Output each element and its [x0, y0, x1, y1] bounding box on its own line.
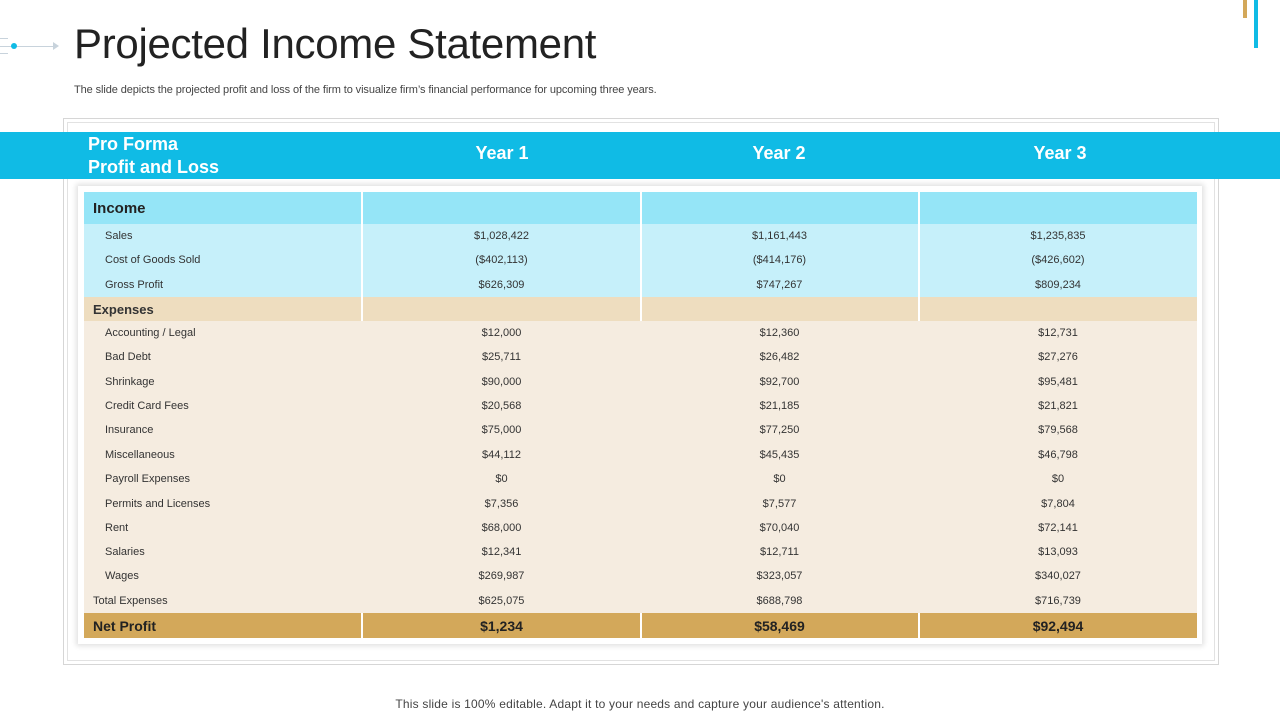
table-row-gross-profit [84, 272, 1197, 297]
value-year-2: $747,267 [756, 278, 803, 291]
value-year-3: $27,276 [1038, 351, 1078, 363]
expenses-section-title: Expenses [93, 301, 154, 317]
row-label: Wages [105, 570, 139, 582]
value-year-1: $12,000 [481, 327, 522, 339]
connector-decoration [0, 34, 62, 58]
row-label: Shrinkage [105, 375, 155, 388]
page-subtitle: The slide depicts the projected profit and loss of the firm to visualize firm’s financial performance for upcoming three years. [74, 84, 657, 96]
table-row [84, 369, 1197, 394]
row-label: Credit Card Fees [105, 400, 189, 412]
value-year-2: $7,577 [762, 497, 797, 510]
row-label: Payroll Expenses [105, 473, 190, 485]
value-year-2: $12,360 [759, 327, 800, 339]
value-year-2: $77,250 [759, 424, 800, 436]
value-year-1: $25,711 [482, 351, 521, 363]
value-year-2: $1,161,443 [751, 230, 808, 242]
row-label: Bad Debt [105, 351, 151, 363]
page-title: Projected Income Statement [74, 20, 597, 67]
value-year-1: $269,987 [478, 570, 525, 582]
decor-line [0, 38, 8, 39]
table-row [84, 540, 1197, 564]
header-year-2: Year 2 [752, 143, 806, 163]
value-year-3: $46,798 [1038, 448, 1078, 461]
table-row [84, 345, 1197, 369]
accent-bar-gold [1243, 0, 1247, 18]
value-year-2: $45,435 [759, 448, 800, 461]
value-year-3: $12,731 [1038, 327, 1078, 339]
value-year-3: $809,234 [1035, 278, 1081, 291]
table-row-cogs [84, 248, 1197, 272]
arrow-right-icon [53, 42, 59, 50]
value-year-1: $625,075 [478, 594, 525, 607]
header-label [88, 133, 288, 179]
value-year-3: ($426,602) [1031, 254, 1085, 266]
value-year-1: $0 [495, 473, 508, 485]
row-label: Permits and Licenses [105, 497, 211, 510]
value-year-3: $95,481 [1038, 375, 1078, 388]
net-profit-year-2: $58,469 [754, 617, 805, 634]
value-year-1: ($402,113) [475, 254, 528, 266]
value-year-2: $12,711 [760, 546, 799, 558]
value-year-1: $75,000 [481, 424, 522, 436]
row-label: Salaries [105, 546, 145, 558]
row-label: Miscellaneous [105, 448, 175, 461]
table-row [84, 418, 1197, 442]
value-year-3: $79,568 [1038, 424, 1078, 436]
table-row [84, 564, 1197, 588]
table-row [84, 394, 1197, 418]
income-section-title: Income [93, 199, 146, 217]
table-row [84, 442, 1197, 467]
value-year-2: $92,700 [759, 375, 800, 388]
header-year-3: Year 3 [1033, 143, 1087, 163]
table-row-sales [84, 224, 1197, 248]
row-label: Rent [105, 522, 129, 534]
value-year-2: $0 [773, 473, 786, 485]
value-year-1: $68,000 [481, 522, 522, 534]
value-year-1: $626,309 [478, 278, 525, 291]
table-row [84, 516, 1197, 540]
table-row [84, 321, 1197, 345]
table-row [84, 491, 1197, 516]
value-year-2: $21,185 [759, 400, 800, 412]
value-year-2: $26,482 [759, 351, 800, 363]
table-row-total-expenses [84, 588, 1197, 613]
decor-line [0, 46, 55, 47]
value-year-3: $716,739 [1035, 594, 1081, 607]
row-label: Accounting / Legal [105, 327, 196, 339]
value-year-3: $21,821 [1038, 400, 1078, 412]
value-year-3: $340,027 [1035, 570, 1081, 582]
expenses-section-header [84, 297, 1197, 321]
value-year-3: $13,093 [1038, 546, 1078, 558]
value-year-2: $70,040 [759, 522, 800, 534]
value-year-3: $7,804 [1041, 497, 1075, 510]
value-year-2: $323,057 [756, 570, 803, 582]
value-year-1: $20,568 [481, 400, 522, 412]
header-label-line2: Profit and Loss [88, 157, 220, 177]
row-label: Cost of Goods Sold [105, 254, 201, 266]
value-year-3: $1,235,835 [1030, 230, 1086, 242]
decor-line [0, 53, 8, 54]
net-profit-label: Net Profit [93, 617, 156, 634]
value-year-1: $90,000 [481, 375, 522, 388]
value-year-1: $12,341 [481, 546, 522, 558]
net-profit-year-3: $92,494 [1032, 617, 1084, 634]
footer-note: This slide is 100% editable. Adapt it to your needs and capture your audience's attention. [395, 697, 885, 711]
table-row-net-profit [84, 613, 1197, 638]
row-label: Gross Profit [105, 278, 164, 291]
dot-icon [11, 43, 17, 49]
value-year-2: $688,798 [756, 594, 803, 607]
net-profit-year-1: $1,234 [480, 617, 523, 634]
value-year-1: $1,028,422 [473, 230, 530, 242]
value-year-3: $72,141 [1038, 522, 1078, 534]
value-year-3: $0 [1051, 473, 1065, 485]
row-label: Total Expenses [93, 594, 168, 607]
value-year-2: ($414,176) [752, 254, 807, 266]
header-label-line1: Pro Forma [88, 134, 179, 154]
income-section-header [84, 192, 1197, 224]
accent-bar-blue [1254, 0, 1258, 48]
value-year-1: $7,356 [484, 497, 519, 510]
table-row [84, 467, 1197, 491]
row-label: Insurance [105, 424, 154, 436]
row-label: Sales [105, 230, 133, 242]
header-year-1: Year 1 [475, 143, 529, 163]
value-year-1: $44,112 [482, 448, 521, 461]
